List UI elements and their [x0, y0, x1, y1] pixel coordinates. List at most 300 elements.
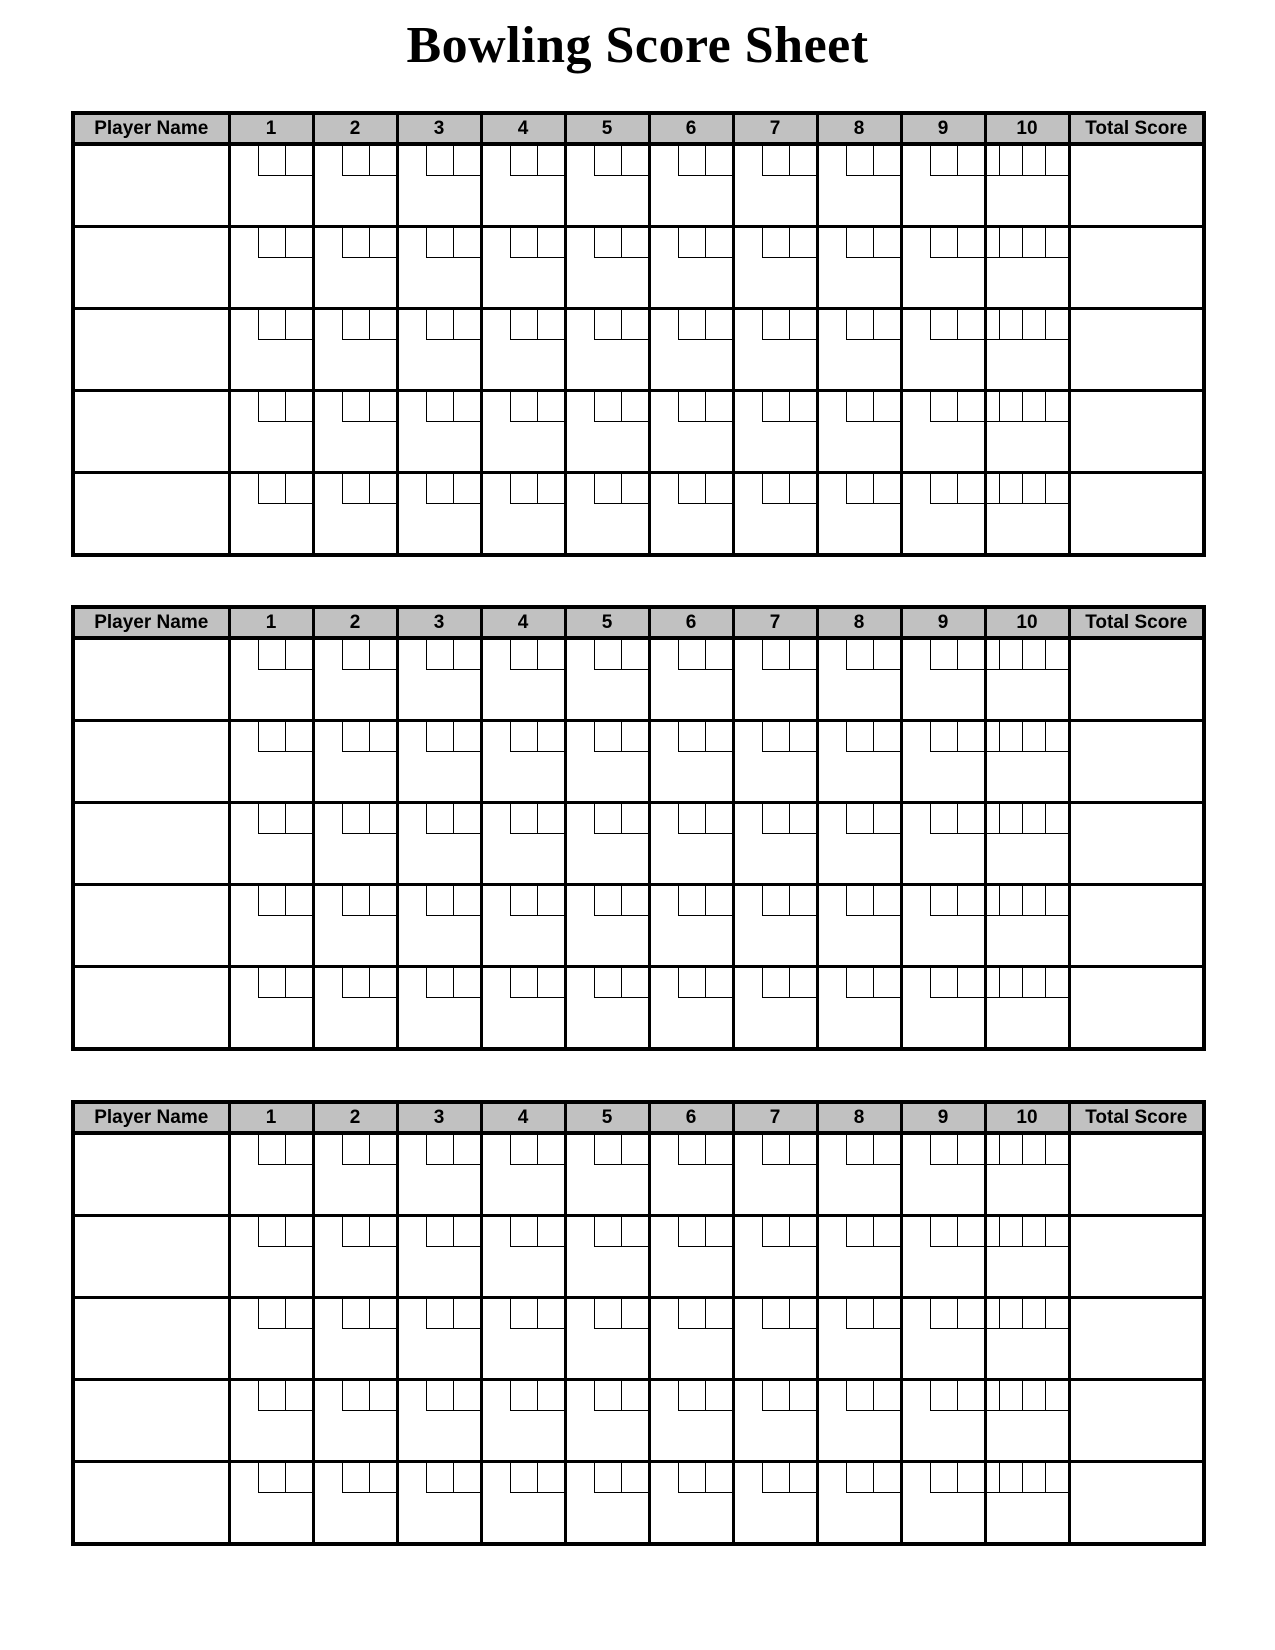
- throw-box: [453, 968, 480, 998]
- frame-header-2: 2: [313, 113, 397, 144]
- throw-box: [873, 1135, 900, 1165]
- page-title: Bowling Score Sheet: [406, 17, 869, 74]
- throw-box: [762, 474, 789, 504]
- frame-cell-7: [733, 473, 817, 556]
- throw-box: [537, 968, 564, 998]
- throw-box: [930, 722, 957, 752]
- throw-box: [594, 228, 621, 258]
- frame-cell-8: [817, 391, 901, 473]
- frame-cell-5: [565, 144, 649, 227]
- throw-box: [705, 1299, 732, 1329]
- throw-box: [1045, 1463, 1068, 1492]
- throw-boxes: [678, 968, 732, 998]
- throw-boxes: [510, 392, 564, 422]
- throw-boxes: [678, 1217, 732, 1247]
- throw-box: [369, 968, 396, 998]
- frame-cell-1: [229, 1462, 313, 1545]
- throw-boxes-tenth: [987, 1381, 1068, 1411]
- header-row: [73, 1102, 1204, 1133]
- frame-cell-6: [649, 803, 733, 885]
- frame-cell-7: [733, 227, 817, 309]
- frame-header-7: 7: [733, 1102, 817, 1133]
- throw-box: [1022, 1299, 1045, 1328]
- throw-box: [999, 1135, 1022, 1164]
- throw-boxes: [342, 1463, 396, 1493]
- throw-box: [846, 640, 873, 670]
- throw-box: [762, 1381, 789, 1411]
- throw-box: [930, 1217, 957, 1247]
- throw-box: [873, 1217, 900, 1247]
- player-name-cell: [73, 885, 229, 967]
- throw-box: [999, 640, 1022, 669]
- throw-box: [957, 1299, 984, 1329]
- total-score-cell: [1069, 638, 1204, 721]
- frame-cell-3: [397, 803, 481, 885]
- throw-box: [426, 722, 453, 752]
- player-name-header: Player Name: [73, 607, 229, 638]
- frame-cell-4: [481, 1380, 565, 1462]
- player-name-cell: [73, 144, 229, 227]
- throw-boxes: [846, 804, 900, 834]
- throw-boxes: [846, 886, 900, 916]
- frame-cell-5: [565, 1462, 649, 1545]
- throw-boxes: [762, 640, 816, 670]
- throw-box: [258, 1299, 285, 1329]
- frame-cell-9: [901, 721, 985, 803]
- throw-box: [678, 968, 705, 998]
- throw-box: [999, 968, 1022, 997]
- throw-boxes: [678, 1135, 732, 1165]
- throw-box: [285, 1463, 312, 1493]
- frame-header-3: 3: [397, 1102, 481, 1133]
- throw-box: [930, 228, 957, 258]
- throw-box: [285, 146, 312, 176]
- throw-boxes: [510, 1135, 564, 1165]
- throw-box: [1045, 804, 1068, 833]
- frame-cell-10: [985, 967, 1069, 1050]
- frame-cell-4: [481, 1298, 565, 1380]
- throw-box: [285, 640, 312, 670]
- player-name-header: Player Name: [73, 1102, 229, 1133]
- throw-boxes: [762, 1299, 816, 1329]
- throw-box: [930, 1135, 957, 1165]
- total-score-cell: [1069, 721, 1204, 803]
- throw-box: [957, 392, 984, 422]
- frame-cell-5: [565, 1216, 649, 1298]
- frame-header-9: 9: [901, 1102, 985, 1133]
- frame-cell-9: [901, 803, 985, 885]
- throw-boxes: [846, 1381, 900, 1411]
- frame-cell-8: [817, 144, 901, 227]
- throw-boxes: [930, 474, 984, 504]
- frame-cell-7: [733, 721, 817, 803]
- throw-box: [594, 722, 621, 752]
- throw-boxes: [930, 1381, 984, 1411]
- throw-box: [789, 1299, 816, 1329]
- score-table-3: [71, 1100, 1206, 1546]
- throw-box: [762, 886, 789, 916]
- throw-box: [705, 1217, 732, 1247]
- throw-boxes: [342, 640, 396, 670]
- score-table-2: [71, 605, 1206, 1051]
- throw-box: [678, 228, 705, 258]
- frame-cell-5: [565, 1133, 649, 1216]
- total-score-cell: [1069, 144, 1204, 227]
- throw-box: [705, 640, 732, 670]
- player-row: [73, 1133, 1204, 1216]
- throw-box: [426, 1381, 453, 1411]
- throw-box: [510, 1381, 537, 1411]
- frame-cell-8: [817, 1133, 901, 1216]
- throw-box: [369, 1135, 396, 1165]
- throw-boxes: [258, 886, 312, 916]
- throw-box: [369, 1463, 396, 1493]
- throw-box: [873, 474, 900, 504]
- frame-cell-9: [901, 1298, 985, 1380]
- throw-boxes: [762, 310, 816, 340]
- frame-header-3: 3: [397, 113, 481, 144]
- throw-boxes: [426, 392, 480, 422]
- frame-cell-4: [481, 473, 565, 556]
- throw-box: [1045, 474, 1068, 503]
- throw-box: [453, 886, 480, 916]
- throw-box: [678, 146, 705, 176]
- throw-boxes: [762, 1463, 816, 1493]
- total-score-cell: [1069, 885, 1204, 967]
- throw-boxes: [594, 968, 648, 998]
- frame-cell-7: [733, 1298, 817, 1380]
- throw-boxes: [930, 1463, 984, 1493]
- throw-box: [1045, 1299, 1068, 1328]
- frame-cell-9: [901, 309, 985, 391]
- throw-box: [762, 310, 789, 340]
- throw-box: [594, 640, 621, 670]
- throw-box: [621, 228, 648, 258]
- throw-box: [342, 474, 369, 504]
- throw-boxes: [846, 1217, 900, 1247]
- throw-box: [621, 310, 648, 340]
- throw-boxes: [930, 968, 984, 998]
- throw-box: [705, 968, 732, 998]
- throw-boxes: [930, 1135, 984, 1165]
- throw-box: [705, 146, 732, 176]
- frame-header-7: 7: [733, 113, 817, 144]
- throw-boxes: [426, 310, 480, 340]
- frame-cell-4: [481, 885, 565, 967]
- throw-box: [1022, 804, 1045, 833]
- throw-boxes-tenth: [987, 474, 1068, 504]
- frame-cell-2: [313, 1133, 397, 1216]
- frame-cell-4: [481, 803, 565, 885]
- frame-cell-7: [733, 144, 817, 227]
- throw-box: [594, 1463, 621, 1493]
- throw-box: [873, 228, 900, 258]
- throw-box: [957, 146, 984, 176]
- throw-box: [999, 474, 1022, 503]
- throw-box: [258, 886, 285, 916]
- throw-box: [258, 1217, 285, 1247]
- throw-box: [453, 228, 480, 258]
- frame-cell-2: [313, 803, 397, 885]
- throw-box: [369, 1217, 396, 1247]
- throw-box: [453, 1381, 480, 1411]
- score-table-1: [71, 111, 1206, 557]
- throw-box: [285, 804, 312, 834]
- throw-boxes: [342, 474, 396, 504]
- throw-boxes: [510, 804, 564, 834]
- throw-boxes: [594, 310, 648, 340]
- throw-box: [999, 392, 1022, 421]
- throw-boxes: [594, 392, 648, 422]
- throw-boxes: [846, 228, 900, 258]
- frame-cell-1: [229, 1133, 313, 1216]
- frame-header-9: 9: [901, 607, 985, 638]
- throw-boxes: [762, 392, 816, 422]
- frame-cell-8: [817, 1298, 901, 1380]
- throw-box: [537, 146, 564, 176]
- throw-box: [678, 1299, 705, 1329]
- player-row: [73, 721, 1204, 803]
- throw-box: [537, 1381, 564, 1411]
- frame-cell-2: [313, 721, 397, 803]
- throw-box: [342, 392, 369, 422]
- frame-cell-9: [901, 227, 985, 309]
- throw-boxes: [846, 474, 900, 504]
- throw-boxes-tenth: [987, 804, 1068, 834]
- throw-boxes: [678, 1463, 732, 1493]
- throw-box: [789, 146, 816, 176]
- throw-box: [846, 1217, 873, 1247]
- frame-cell-2: [313, 1216, 397, 1298]
- player-name-cell: [73, 309, 229, 391]
- throw-boxes: [510, 474, 564, 504]
- throw-box: [762, 1299, 789, 1329]
- frame-cell-10: [985, 1298, 1069, 1380]
- throw-boxes: [510, 1381, 564, 1411]
- frame-header-2: 2: [313, 607, 397, 638]
- throw-boxes: [678, 392, 732, 422]
- throw-boxes: [762, 474, 816, 504]
- frame-cell-8: [817, 967, 901, 1050]
- frame-cell-7: [733, 885, 817, 967]
- frame-header-4: 4: [481, 113, 565, 144]
- frame-cell-7: [733, 638, 817, 721]
- player-name-cell: [73, 803, 229, 885]
- frame-cell-1: [229, 638, 313, 721]
- throw-box: [426, 968, 453, 998]
- throw-boxes: [342, 1381, 396, 1411]
- throw-box: [537, 1299, 564, 1329]
- throw-box: [537, 722, 564, 752]
- throw-boxes: [594, 1463, 648, 1493]
- throw-box: [678, 1463, 705, 1493]
- throw-box: [510, 1299, 537, 1329]
- throw-boxes: [594, 228, 648, 258]
- throw-boxes: [762, 228, 816, 258]
- frame-header-8: 8: [817, 607, 901, 638]
- player-row: [73, 1380, 1204, 1462]
- throw-box: [342, 1463, 369, 1493]
- throw-boxes: [510, 1463, 564, 1493]
- frame-cell-2: [313, 144, 397, 227]
- throw-boxes: [846, 1135, 900, 1165]
- throw-boxes: [510, 1299, 564, 1329]
- throw-boxes: [930, 1217, 984, 1247]
- frame-cell-3: [397, 721, 481, 803]
- throw-boxes: [594, 640, 648, 670]
- throw-box: [789, 968, 816, 998]
- throw-box: [846, 1381, 873, 1411]
- throw-box: [957, 310, 984, 340]
- frame-cell-9: [901, 144, 985, 227]
- header-row: [73, 607, 1204, 638]
- frame-cell-8: [817, 638, 901, 721]
- throw-boxes: [426, 722, 480, 752]
- throw-boxes: [678, 310, 732, 340]
- throw-box: [678, 722, 705, 752]
- total-score-cell: [1069, 227, 1204, 309]
- throw-box: [873, 886, 900, 916]
- throw-box: [258, 310, 285, 340]
- throw-box: [789, 228, 816, 258]
- throw-box: [930, 1299, 957, 1329]
- frame-cell-9: [901, 967, 985, 1050]
- throw-box: [342, 722, 369, 752]
- frame-cell-2: [313, 1462, 397, 1545]
- player-row: [73, 803, 1204, 885]
- throw-box: [1045, 640, 1068, 669]
- throw-box: [453, 310, 480, 340]
- throw-box: [873, 392, 900, 422]
- throw-box: [999, 722, 1022, 751]
- throw-box: [1022, 392, 1045, 421]
- frame-cell-2: [313, 391, 397, 473]
- frame-cell-6: [649, 473, 733, 556]
- throw-box: [426, 392, 453, 422]
- player-name-cell: [73, 473, 229, 556]
- throw-box: [369, 1299, 396, 1329]
- player-name-cell: [73, 1462, 229, 1545]
- throw-boxes: [846, 968, 900, 998]
- frame-cell-4: [481, 1462, 565, 1545]
- throw-box: [426, 804, 453, 834]
- frame-cell-1: [229, 1298, 313, 1380]
- throw-boxes: [258, 1217, 312, 1247]
- frame-cell-2: [313, 1298, 397, 1380]
- frame-cell-4: [481, 391, 565, 473]
- throw-box: [999, 1463, 1022, 1492]
- throw-box: [1045, 392, 1068, 421]
- throw-box: [957, 722, 984, 752]
- frame-cell-7: [733, 1133, 817, 1216]
- frame-cell-1: [229, 885, 313, 967]
- frame-cell-1: [229, 1380, 313, 1462]
- throw-box: [594, 1217, 621, 1247]
- frame-header-3: 3: [397, 607, 481, 638]
- throw-boxes-tenth: [987, 1299, 1068, 1329]
- player-row: [73, 1298, 1204, 1380]
- throw-box: [621, 640, 648, 670]
- throw-box: [510, 146, 537, 176]
- throw-box: [285, 1217, 312, 1247]
- throw-box: [594, 146, 621, 176]
- throw-boxes: [258, 1381, 312, 1411]
- throw-box: [846, 228, 873, 258]
- throw-box: [930, 968, 957, 998]
- throw-box: [846, 968, 873, 998]
- frame-cell-6: [649, 885, 733, 967]
- player-name-header: Player Name: [73, 113, 229, 144]
- throw-box: [594, 968, 621, 998]
- throw-boxes: [594, 1381, 648, 1411]
- throw-boxes: [678, 640, 732, 670]
- throw-box: [1022, 228, 1045, 257]
- frame-cell-4: [481, 721, 565, 803]
- frame-cell-1: [229, 227, 313, 309]
- frame-header-4: 4: [481, 607, 565, 638]
- throw-box: [1022, 640, 1045, 669]
- throw-box: [705, 804, 732, 834]
- throw-box: [594, 310, 621, 340]
- throw-box: [762, 968, 789, 998]
- frame-cell-3: [397, 144, 481, 227]
- throw-box: [453, 640, 480, 670]
- throw-box: [957, 886, 984, 916]
- total-score-cell: [1069, 473, 1204, 556]
- player-name-cell: [73, 391, 229, 473]
- throw-box: [846, 804, 873, 834]
- throw-boxes-tenth: [987, 886, 1068, 916]
- throw-box: [873, 1299, 900, 1329]
- throw-box: [537, 474, 564, 504]
- frame-header-8: 8: [817, 1102, 901, 1133]
- throw-box: [258, 474, 285, 504]
- frame-cell-4: [481, 309, 565, 391]
- throw-boxes: [846, 1299, 900, 1329]
- frame-header-9: 9: [901, 113, 985, 144]
- throw-box: [258, 722, 285, 752]
- throw-boxes: [930, 886, 984, 916]
- frame-cell-8: [817, 309, 901, 391]
- throw-box: [762, 1135, 789, 1165]
- throw-box: [258, 392, 285, 422]
- throw-box: [510, 1217, 537, 1247]
- throw-boxes: [510, 310, 564, 340]
- throw-boxes: [342, 722, 396, 752]
- throw-box: [594, 1135, 621, 1165]
- frame-header-8: 8: [817, 113, 901, 144]
- frame-cell-4: [481, 967, 565, 1050]
- throw-box: [537, 804, 564, 834]
- throw-box: [453, 146, 480, 176]
- frame-header-4: 4: [481, 1102, 565, 1133]
- throw-boxes: [258, 804, 312, 834]
- throw-boxes: [342, 392, 396, 422]
- frame-cell-9: [901, 1380, 985, 1462]
- throw-box: [678, 1135, 705, 1165]
- throw-box: [426, 474, 453, 504]
- player-name-cell: [73, 1298, 229, 1380]
- total-score-header: Total Score: [1069, 607, 1204, 638]
- throw-box: [1045, 310, 1068, 339]
- throw-boxes: [846, 392, 900, 422]
- frame-header-1: 1: [229, 113, 313, 144]
- throw-box: [1022, 886, 1045, 915]
- throw-box: [426, 1463, 453, 1493]
- frame-cell-10: [985, 227, 1069, 309]
- throw-box: [258, 804, 285, 834]
- throw-box: [426, 1135, 453, 1165]
